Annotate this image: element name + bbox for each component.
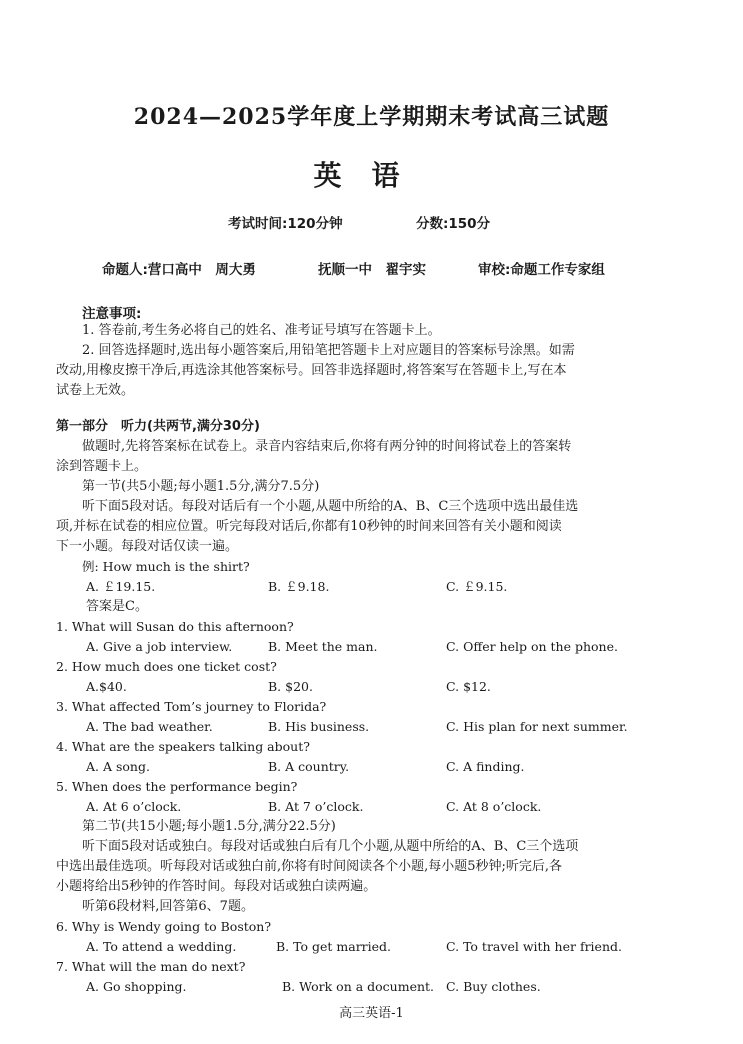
question-3-option-b: B. His business. xyxy=(268,719,370,734)
note-item-2-line-2: 改动,用橡皮擦干净后,再选涂其他答案标号。回答非选择题时,将答案写在答题卡上,写在本 xyxy=(56,363,567,378)
question-5-option-c: C. At 8 o’clock. xyxy=(446,799,542,814)
question-4-option-a: A. A song. xyxy=(86,759,150,774)
section1-title: 第一节(共5小题;每小题1.5分,满分7.5分) xyxy=(82,479,320,494)
section2-line-2: 中选出最佳选项。听每段对话或独白前,你将有时间阅读各个小题,每小题5秒钟;听完后,各 xyxy=(56,859,563,874)
question-2-option-b: B. $20. xyxy=(268,679,313,694)
example-option-c: C. ￡9.15. xyxy=(446,579,508,594)
question-2: 2. How much does one ticket cost? xyxy=(56,659,277,674)
part1-title: 第一部分 听力(共两节,满分30分) xyxy=(56,419,260,434)
example-option-a: A. ￡19.15. xyxy=(86,579,156,594)
question-4-option-c: C. A finding. xyxy=(446,759,525,774)
question-6-option-a: A. To attend a wedding. xyxy=(86,939,237,954)
question-4-option-b: B. A country. xyxy=(268,759,350,774)
exam-time: 考试时间:120分钟 xyxy=(228,216,343,232)
page-footer: 高三英语-1 xyxy=(339,1006,404,1021)
setter-1: 命题人:营口高中 周大勇 xyxy=(102,262,256,278)
section2-line-1: 听下面5段对话或独白。每段对话或独白后有几个小题,从题中所给的A、B、C三个选项 xyxy=(82,839,579,854)
note-item-2-line-1: 2. 回答选择题时,选出每小题答案后,用铅笔把答题卡上对应题目的答案标号涂黑。如需 xyxy=(82,343,575,358)
note-item-1: 1. 答卷前,考生务必将自己的姓名、准考证号填写在答题卡上。 xyxy=(82,323,441,338)
question-3-option-a: A. The bad weather. xyxy=(86,719,213,734)
subject-title: 英语 xyxy=(313,159,430,192)
note-item-2-line-3: 试卷上无效。 xyxy=(56,383,135,398)
question-1: 1. What will Susan do this afternoon? xyxy=(56,619,294,634)
setter-2: 抚顺一中 翟宇实 xyxy=(318,262,426,278)
question-1-option-c: C. Offer help on the phone. xyxy=(446,639,618,654)
question-7-option-c: C. Buy clothes. xyxy=(446,979,541,994)
question-7-option-b: B. Work on a document. xyxy=(282,979,435,994)
question-5-option-a: A. At 6 o’clock. xyxy=(86,799,182,814)
material-6-instruction: 听第6段材料,回答第6、7题。 xyxy=(82,899,254,914)
question-4: 4. What are the speakers talking about? xyxy=(56,739,310,754)
example-question: 例: How much is the shirt? xyxy=(82,559,250,574)
section2-line-3: 小题将给出5秒钟的作答时间。每段对话或独白读两遍。 xyxy=(56,879,377,894)
question-1-option-a: A. Give a job interview. xyxy=(86,639,233,654)
part1-intro-line-1: 做题时,先将答案标在试卷上。录音内容结束后,你将有两分钟的时间将试卷上的答案转 xyxy=(82,439,572,454)
exam-title: 2024—2025学年度上学期期末考试高三试题 xyxy=(133,104,610,130)
question-5-option-b: B. At 7 o’clock. xyxy=(268,799,364,814)
reviewer: 审校:命题工作专家组 xyxy=(478,262,605,278)
section2-title: 第二节(共15小题;每小题1.5分,满分22.5分) xyxy=(82,819,336,834)
question-3: 3. What affected Tom’s journey to Florida? xyxy=(56,699,327,714)
question-3-option-c: C. His plan for next summer. xyxy=(446,719,628,734)
question-1-option-b: B. Meet the man. xyxy=(268,639,378,654)
part1-intro-line-2: 涂到答题卡上。 xyxy=(56,459,148,474)
example-option-b: B. ￡9.18. xyxy=(268,579,330,594)
notes-title: 注意事项: xyxy=(82,306,142,322)
section1-line-3: 下一小题。每段对话仅读一遍。 xyxy=(56,539,239,554)
question-6-option-b: B. To get married. xyxy=(276,939,392,954)
question-2-option-c: C. $12. xyxy=(446,679,491,694)
section1-line-2: 项,并标在试卷的相应位置。听完每段对话后,你都有10秒钟的时间来回答有关小题和阅读 xyxy=(56,519,562,534)
question-5: 5. When does the performance begin? xyxy=(56,779,298,794)
question-7: 7. What will the man do next? xyxy=(56,959,246,974)
example-answer: 答案是C。 xyxy=(86,599,148,614)
exam-score: 分数:150分 xyxy=(416,216,491,232)
question-2-option-a: A.$40. xyxy=(86,679,127,694)
section1-line-1: 听下面5段对话。每段对话后有一个小题,从题中所给的A、B、C三个选项中选出最佳选 xyxy=(82,499,579,514)
question-6-option-c: C. To travel with her friend. xyxy=(446,939,622,954)
question-7-option-a: A. Go shopping. xyxy=(86,979,187,994)
question-6: 6. Why is Wendy going to Boston? xyxy=(56,919,272,934)
